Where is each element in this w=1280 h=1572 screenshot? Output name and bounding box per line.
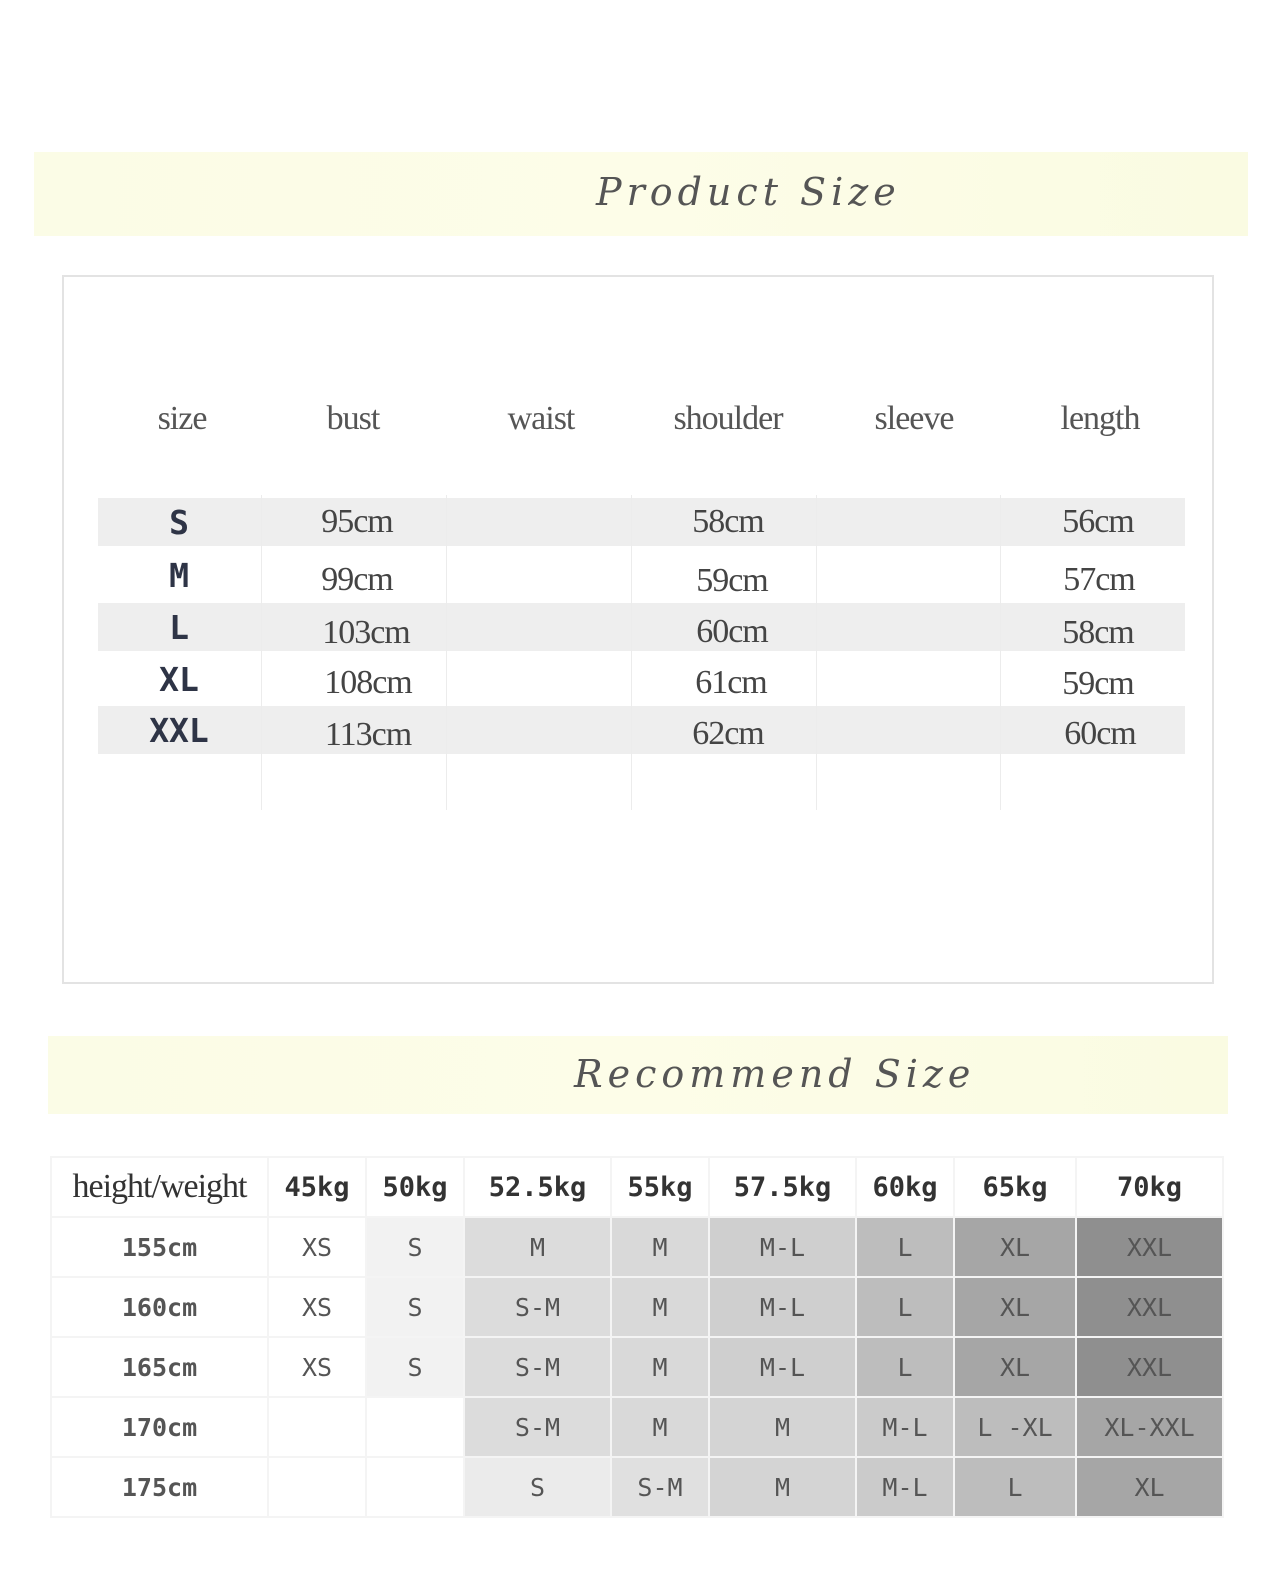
length-cell: 60cm	[1064, 715, 1136, 752]
size-cell: XL	[1076, 1457, 1223, 1517]
size-cell: S-M	[464, 1337, 611, 1397]
size-cell: XL-XXL	[1076, 1397, 1223, 1457]
shoulder-cell: 60cm	[696, 613, 768, 650]
header-waist: waist	[507, 400, 575, 437]
bust-cell: 108cm	[324, 664, 412, 701]
table-row	[51, 1277, 1223, 1337]
length-cell: 56cm	[1062, 503, 1134, 540]
column-divider	[816, 495, 817, 810]
height-cell: 160cm	[51, 1277, 268, 1337]
size-cell: L	[856, 1217, 954, 1277]
shoulder-cell: 59cm	[696, 562, 768, 599]
header-sleeve: sleeve	[874, 400, 954, 437]
header-shoulder: shoulder	[673, 400, 783, 437]
height-cell: 170cm	[51, 1397, 268, 1457]
size-cell: S-M	[464, 1277, 611, 1337]
size-cell: M	[709, 1457, 856, 1517]
bust-cell: 103cm	[322, 614, 410, 651]
header-weight: 45kg	[268, 1157, 366, 1217]
size-cell: S-M	[611, 1457, 709, 1517]
height-cell: 165cm	[51, 1337, 268, 1397]
size-cell: S	[464, 1457, 611, 1517]
size-cell	[268, 1397, 366, 1457]
size-cell: S	[366, 1217, 464, 1277]
header-weight: 65kg	[954, 1157, 1076, 1217]
size-cell: S	[366, 1277, 464, 1337]
size-cell: XL	[954, 1277, 1076, 1337]
length-cell: 57cm	[1063, 561, 1135, 598]
size-cell: XXL	[1076, 1277, 1223, 1337]
header-weight: 70kg	[1076, 1157, 1223, 1217]
header-weight: 52.5kg	[464, 1157, 611, 1217]
size-cell	[268, 1457, 366, 1517]
size-cell: M-L	[709, 1217, 856, 1277]
size-cell: M	[611, 1217, 709, 1277]
size-cell-s: S	[169, 503, 189, 542]
product-size-title: Product Size	[596, 170, 901, 214]
recommend-size-table	[50, 1156, 1224, 1518]
length-cell: 59cm	[1062, 665, 1134, 702]
length-cell: 58cm	[1062, 614, 1134, 651]
size-cell: XXL	[1076, 1217, 1223, 1277]
column-divider	[446, 495, 447, 810]
size-cell: L	[856, 1277, 954, 1337]
size-cell-xxl: XXL	[149, 711, 209, 750]
size-cell	[366, 1457, 464, 1517]
size-cell: L	[856, 1337, 954, 1397]
bust-cell: 95cm	[321, 503, 393, 540]
size-cell: M-L	[709, 1337, 856, 1397]
size-cell-m: M	[169, 556, 189, 595]
size-cell	[366, 1397, 464, 1457]
bust-cell: 113cm	[324, 716, 412, 753]
column-divider	[631, 495, 632, 810]
column-divider	[261, 495, 262, 810]
height-cell: 175cm	[51, 1457, 268, 1517]
size-cell: XL	[954, 1337, 1076, 1397]
header-weight: 55kg	[611, 1157, 709, 1217]
size-cell: M-L	[856, 1457, 954, 1517]
size-cell: XS	[268, 1337, 366, 1397]
size-cell: M	[611, 1337, 709, 1397]
header-height-weight: height/weight	[51, 1157, 268, 1217]
shoulder-cell: 61cm	[695, 664, 767, 701]
size-cell-xl: XL	[159, 660, 199, 699]
size-cell: S	[366, 1337, 464, 1397]
table-header-row	[51, 1157, 1223, 1217]
size-cell: M-L	[856, 1397, 954, 1457]
header-weight: 57.5kg	[709, 1157, 856, 1217]
table-row	[51, 1397, 1223, 1457]
size-cell: S-M	[464, 1397, 611, 1457]
size-cell: M-L	[709, 1277, 856, 1337]
header-size: size	[157, 400, 207, 437]
size-cell: XS	[268, 1217, 366, 1277]
size-cell-l: L	[169, 608, 189, 647]
table-row	[51, 1457, 1223, 1517]
column-divider	[1000, 495, 1001, 810]
size-cell: M	[709, 1397, 856, 1457]
shoulder-cell: 62cm	[692, 715, 764, 752]
size-cell: L -XL	[954, 1397, 1076, 1457]
size-cell: XS	[268, 1277, 366, 1337]
header-weight: 60kg	[856, 1157, 954, 1217]
table-row	[51, 1217, 1223, 1277]
header-bust: bust	[326, 400, 380, 437]
table-row	[51, 1337, 1223, 1397]
size-cell: M	[464, 1217, 611, 1277]
size-cell: L	[954, 1457, 1076, 1517]
recommend-size-title: Recommend Size	[574, 1052, 976, 1096]
height-cell: 155cm	[51, 1217, 268, 1277]
size-cell: XL	[954, 1217, 1076, 1277]
header-weight: 50kg	[366, 1157, 464, 1217]
header-length: length	[1060, 400, 1140, 437]
size-cell: XXL	[1076, 1337, 1223, 1397]
size-cell: M	[611, 1277, 709, 1337]
bust-cell: 99cm	[321, 561, 393, 598]
size-cell: M	[611, 1397, 709, 1457]
shoulder-cell: 58cm	[692, 503, 764, 540]
